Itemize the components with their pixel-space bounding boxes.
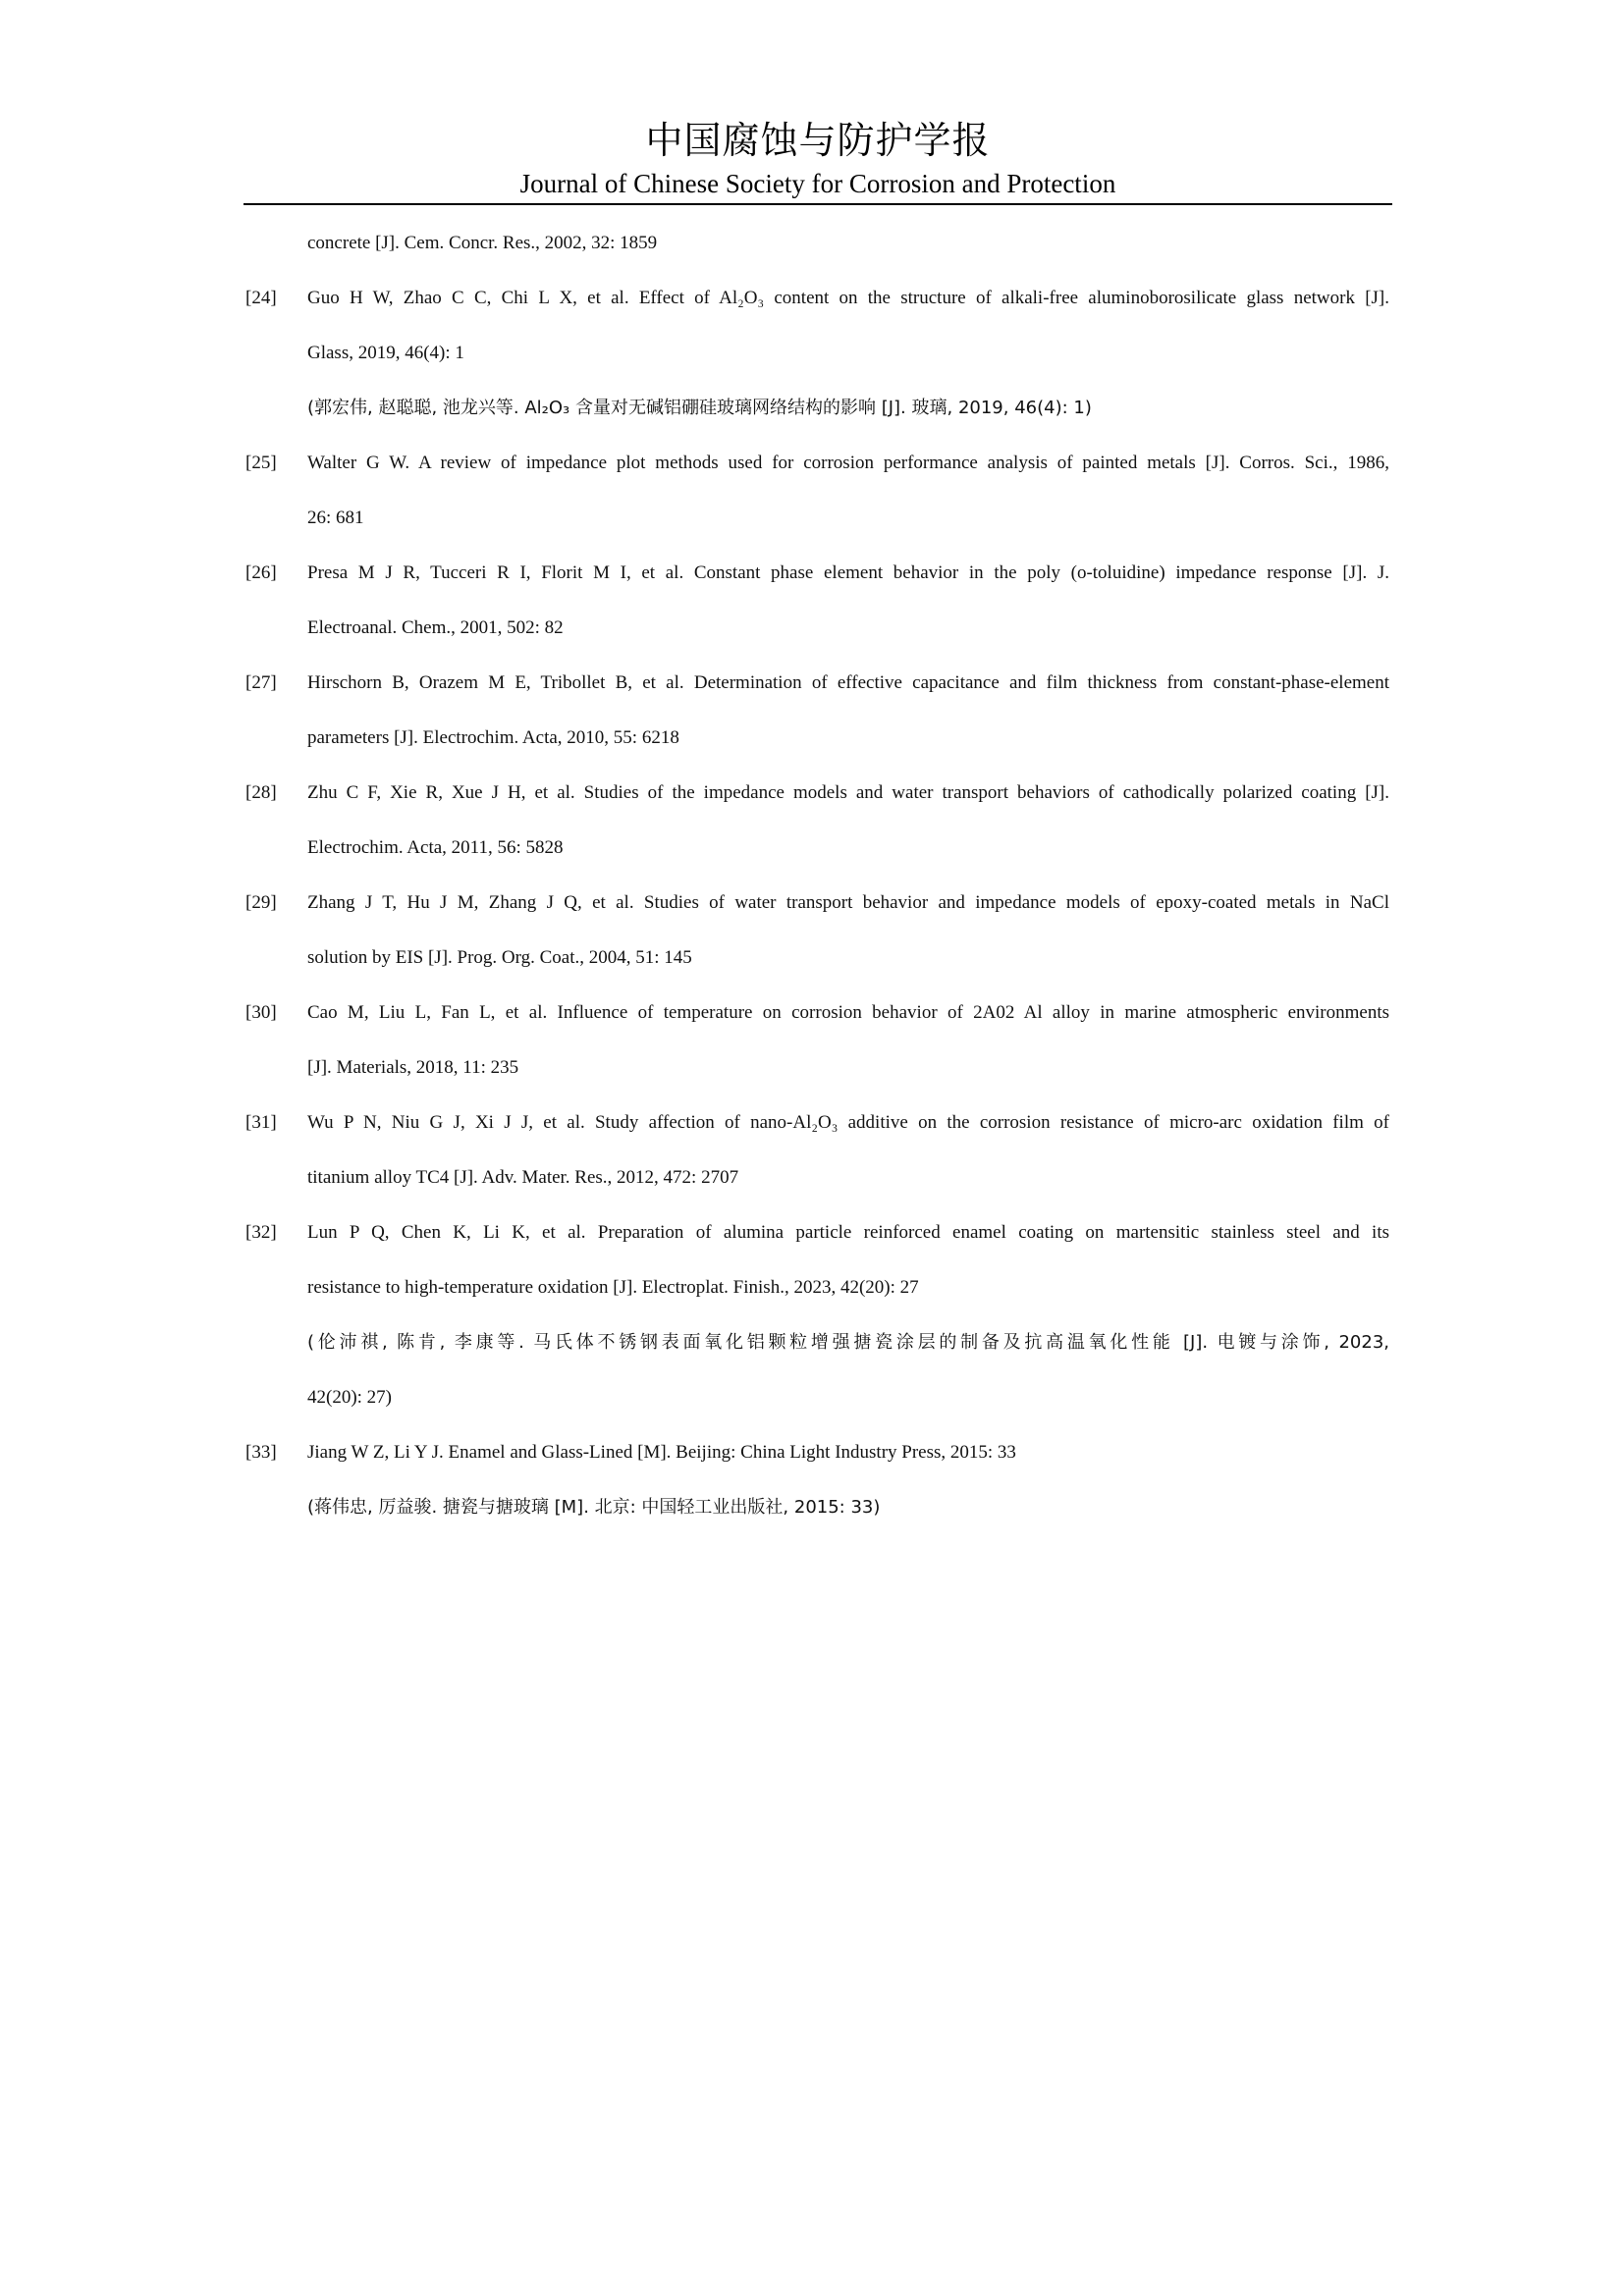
reference-text: Wu P N, Niu G J, Xi J J, et al. Study affection of nano-Al₂O₃ additive on the corrosion resistance of micro-arc oxidation film of (307, 1112, 1389, 1133)
reference-line (245, 552, 1389, 607)
reference-text: (蒋伟忠, 厉益骏. 搪瓷与搪玻璃 [M]. 北京: 中国轻工业出版社, 2015: 33) (307, 1497, 881, 1518)
reference-text: Electrochim. Acta, 2011, 56: 5828 (307, 837, 564, 858)
reference-line (245, 1211, 1389, 1266)
reference-number: [32] (245, 1222, 277, 1243)
reference-text: Electroanal. Chem., 2001, 502: 82 (307, 617, 564, 638)
reference-line (245, 717, 1389, 772)
reference-number: [25] (245, 453, 277, 473)
header-rule (244, 203, 1392, 205)
reference-line (245, 1321, 1389, 1376)
reference-line (245, 1431, 1389, 1486)
reference-line (245, 1486, 1389, 1541)
reference-line (245, 1156, 1389, 1211)
reference-text: concrete [J]. Cem. Concr. Res., 2002, 32: 1859 (307, 233, 658, 253)
reference-text: Glass, 2019, 46(4): 1 (307, 343, 464, 363)
reference-number: [33] (245, 1442, 277, 1463)
reference-text: (伦沛祺, 陈肯, 李康等. 马氏体不锈钢表面氧化铝颗粒增强搪瓷涂层的制备及抗高温氧化性能 [J]. 电镀与涂饰, 2023, (307, 1332, 1389, 1353)
reference-line (245, 387, 1389, 442)
reference-number: [29] (245, 892, 277, 913)
reference-line (245, 881, 1389, 936)
reference-line (245, 607, 1389, 662)
reference-number: [31] (245, 1112, 277, 1133)
reference-text: titanium alloy TC4 [J]. Adv. Mater. Res., 2012, 472: 2707 (307, 1167, 739, 1188)
reference-line (245, 772, 1389, 827)
reference-line (245, 936, 1389, 991)
reference-number: [24] (245, 288, 277, 308)
journal-title-english: Journal of Chinese Society for Corrosion and Protection (519, 169, 1116, 198)
reference-number: [27] (245, 672, 277, 693)
reference-number: [26] (245, 562, 277, 583)
reference-text: Jiang W Z, Li Y J. Enamel and Glass-Lined [M]. Beijing: China Light Industry Press, 2015: 33 (307, 1442, 1016, 1463)
reference-line (245, 827, 1389, 881)
reference-line (245, 662, 1389, 717)
reference-line (245, 222, 1389, 277)
reference-line (245, 1266, 1389, 1321)
reference-text: Cao M, Liu L, Fan L, et al. Influence of temperature on corrosion behavior of 2A02 Al alloy in marine atmospheric environments (307, 1002, 1389, 1023)
reference-number: [28] (245, 782, 277, 803)
journal-title-chinese: 中国腐蚀与防护学报 (645, 119, 991, 162)
reference-text: resistance to high-temperature oxidation [J]. Electroplat. Finish., 2023, 42(20): 27 (307, 1277, 919, 1298)
reference-text: Hirschorn B, Orazem M E, Tribollet B, et al. Determination of effective capacitance and film thickness from constant-phase-element (307, 672, 1389, 693)
reference-line (245, 332, 1389, 387)
reference-line (245, 277, 1389, 332)
reference-line (245, 991, 1389, 1046)
reference-text: solution by EIS [J]. Prog. Org. Coat., 2004, 51: 145 (307, 947, 692, 968)
reference-text: Zhu C F, Xie R, Xue J H, et al. Studies of the impedance models and water transport behaviors of cathodically polarized coating [J]. (307, 782, 1389, 803)
reference-text: Presa M J R, Tucceri R I, Florit M I, et al. Constant phase element behavior in the poly (o-toluidine) impedance response [J]. J. (307, 562, 1389, 583)
reference-line (245, 497, 1389, 552)
reference-list (245, 222, 1389, 1541)
reference-line (245, 1101, 1389, 1156)
reference-number: [30] (245, 1002, 277, 1023)
reference-text: (郭宏伟, 赵聪聪, 池龙兴等. Al₂O₃ 含量对无碱铝硼硅玻璃网络结构的影响 [J]. 玻璃, 2019, 46(4): 1) (307, 398, 1092, 418)
reference-text: Guo H W, Zhao C C, Chi L X, et al. Effect of Al₂O₃ content on the structure of alkali-free aluminoborosilicate glass network [J]. (307, 288, 1389, 308)
reference-text: Lun P Q, Chen K, Li K, et al. Preparation of alumina particle reinforced enamel coating on martensitic stainless steel and its (307, 1222, 1389, 1243)
reference-text: 26: 681 (307, 507, 364, 528)
reference-line (245, 442, 1389, 497)
reference-line (245, 1376, 1389, 1431)
reference-text: 42(20): 27) (307, 1387, 393, 1408)
reference-text: Walter G W. A review of impedance plot methods used for corrosion performance analysis of painted metals [J]. Corros. Sci., 1986, (307, 453, 1389, 473)
reference-text: Zhang J T, Hu J M, Zhang J Q, et al. Studies of water transport behavior and impedance models of epoxy-coated metals in NaCl (307, 892, 1389, 913)
reference-text: [J]. Materials, 2018, 11: 235 (307, 1057, 519, 1078)
reference-text: parameters [J]. Electrochim. Acta, 2010, 55: 6218 (307, 727, 679, 748)
page-header (244, 116, 1392, 200)
reference-line (245, 1046, 1389, 1101)
